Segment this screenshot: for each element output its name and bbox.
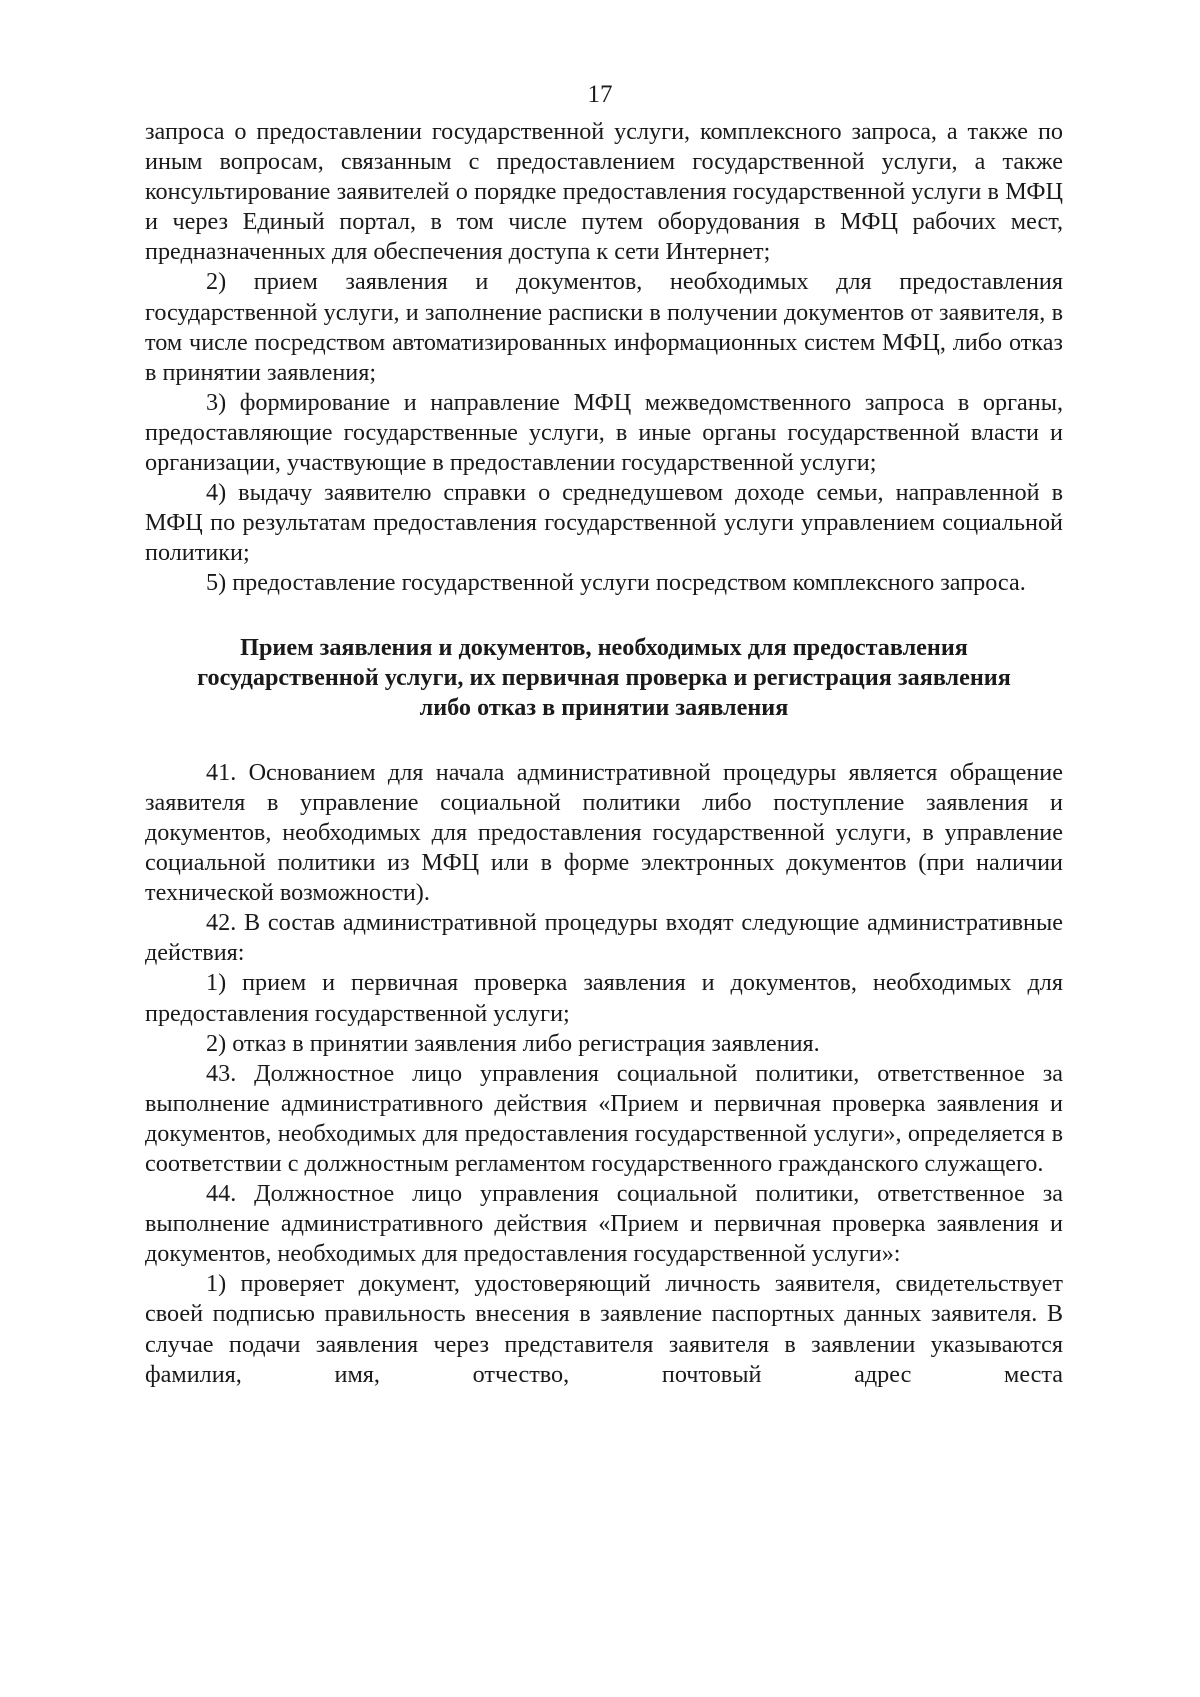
paragraph-43: 43. Должностное лицо управления социальной политики, ответственное за выполнение административного действия «Прием и первичная проверка заявления и документов, необходимых для предоставления государственной услуги», определяется в соответствии с должностным регламентом государственного гражданского служащего. (145, 1059, 1063, 1177)
paragraph-42-item-2: 2) отказ в принятии заявления либо регистрация заявления. (206, 1029, 820, 1057)
paragraph-44-item-1: 1) проверяет документ, удостоверяющий личность заявителя, свидетельствует своей подписью правильность внесения в заявление паспортных данных заявителя. В случае подачи заявления через представителя заявителя в заявлении указываются фамилия, имя, отчество, почтовый адрес места (145, 1270, 1063, 1388)
section-heading (145, 633, 1063, 723)
paragraph-44: 44. Должностное лицо управления социальной политики, ответственное за выполнение административного действия «Прием и первичная проверка заявления и документов, необходимых для предоставления государственной услуги»: (145, 1180, 1063, 1268)
intro-item-2: 2) прием заявления и документов, необходимых для предоставления государственной услуги, и заполнение расписки в получении документов от заявителя, в том числе посредством автоматизированных информационных систем МФЦ, либо отказ в принятии заявления; (145, 268, 1063, 386)
paragraph-41: 41. Основанием для начала административной процедуры является обращение заявителя в управление социальной политики либо поступление заявления и документов, необходимых для предоставления государственной услуги, в управление социальной политики из МФЦ или в форме электронных документов (при наличии технической возможности). (145, 758, 1063, 907)
intro-item-4: 4) выдачу заявителю справки о среднедушевом доходе семьи, направленной в МФЦ по результатам предоставления государственной услуги управлением социальной политики; (145, 479, 1063, 567)
section-heading-line-1: Прием заявления и документов, необходимых для предоставления (240, 633, 968, 661)
page-number: 17 (587, 81, 613, 108)
intro-continuation-paragraph: запроса о предоставлении государственной услуги, комплексного запроса, а также по иным вопросам, связанным с предоставлением государственной услуги, а также консультирование заявителей о порядке предоставления государственной услуги в МФЦ и через Единый портал, в том числе путем оборудования в МФЦ рабочих мест, предназначенных для обеспечения доступа к сети Интернет; (145, 118, 1063, 266)
document-body (145, 117, 1063, 1390)
paragraph-42-item-1: 1) прием и первичная проверка заявления и документов, необходимых для предоставления государственной услуги; (145, 969, 1063, 1027)
intro-item-3: 3) формирование и направление МФЦ межведомственного запроса в органы, предоставляющие государственные услуги, в иные органы государственной власти и организации, участвующие в предоставлении государственной услуги; (145, 388, 1063, 477)
section-heading-line-3: либо отказ в принятии заявления (419, 693, 789, 721)
intro-item-5: 5) предоставление государственной услуги посредством комплексного запроса. (206, 569, 1026, 597)
paragraph-42: 42. В состав административной процедуры входят следующие административные действия: (145, 909, 1063, 967)
section-heading-line-2: государственной услуги, их первичная проверка и регистрация заявления (197, 663, 1011, 691)
